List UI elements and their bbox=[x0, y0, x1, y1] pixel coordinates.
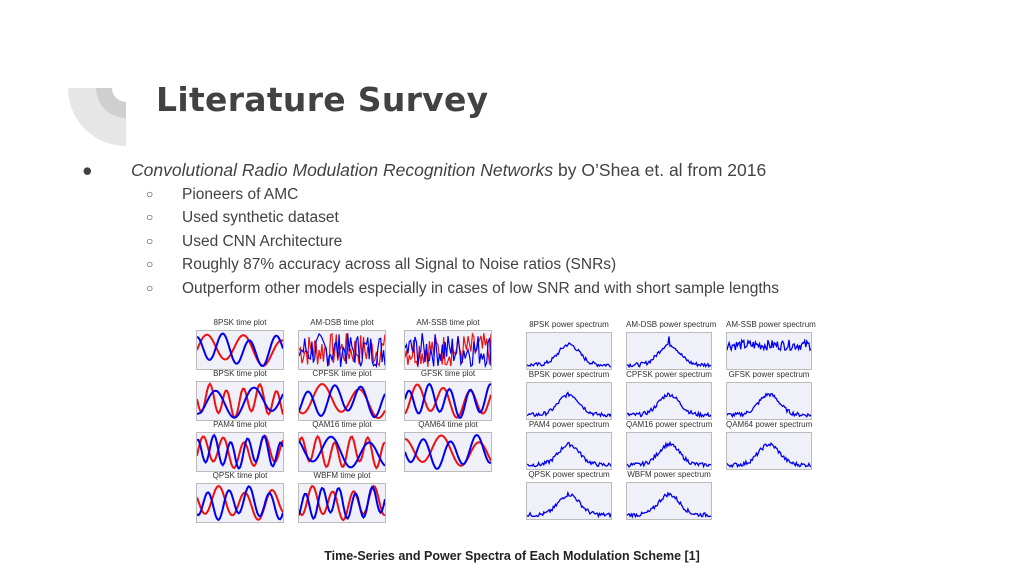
sub-bullet: ○ Outperform other models especially in cases of low SNR and with short sample lengths bbox=[82, 277, 982, 300]
i-channel-line bbox=[299, 487, 385, 519]
time-plot-panel bbox=[298, 420, 386, 472]
waveform-graphic bbox=[405, 331, 491, 369]
plot-area bbox=[726, 432, 812, 470]
panel-label: QAM16 power spectrum bbox=[626, 420, 713, 429]
bullet-dot-icon: ● bbox=[82, 160, 93, 180]
sub-bullet: ○ Used CNN Architecture bbox=[82, 230, 982, 253]
hollow-bullet-icon: ○ bbox=[146, 257, 154, 272]
time-plot-panel bbox=[298, 471, 386, 523]
sub-bullet: ○ Used synthetic dataset bbox=[82, 206, 982, 229]
panel-label: AM-DSB power spectrum bbox=[626, 320, 717, 329]
spectrum-line bbox=[627, 337, 711, 367]
main-bullet bbox=[82, 157, 982, 183]
hollow-bullet-icon: ○ bbox=[146, 210, 154, 225]
spectrum-graphic bbox=[727, 433, 811, 469]
waveform-graphic bbox=[197, 484, 283, 522]
spectrum-line bbox=[627, 393, 711, 416]
plot-area bbox=[404, 432, 492, 472]
plot-area bbox=[526, 332, 612, 370]
power-spectrum-panel bbox=[626, 370, 712, 420]
panel-label: BPSK time plot bbox=[213, 369, 267, 378]
plot-area bbox=[298, 330, 386, 370]
panel-label: PAM4 time plot bbox=[213, 420, 267, 429]
plot-area bbox=[298, 483, 386, 523]
panel-label: GFSK power spectrum bbox=[728, 370, 810, 379]
hollow-bullet-icon: ○ bbox=[146, 187, 154, 201]
spectrum-graphic bbox=[527, 333, 611, 369]
power-spectrum-panel bbox=[626, 470, 712, 520]
plot-area bbox=[626, 332, 712, 370]
spectrum-graphic bbox=[627, 383, 711, 419]
panel-label: QPSK time plot bbox=[212, 471, 268, 480]
decorative-arc-icon bbox=[68, 88, 126, 146]
hollow-bullet-icon: ○ bbox=[146, 280, 154, 295]
time-plot-panel bbox=[404, 369, 492, 421]
spectrum-graphic bbox=[627, 433, 711, 469]
panel-label: CPFSK time plot bbox=[312, 369, 372, 378]
sub-bullet: ○ Roughly 87% accuracy across all Signal to Noise ratios (SNRs) bbox=[82, 253, 982, 276]
plot-area bbox=[626, 382, 712, 420]
q-channel-line bbox=[299, 436, 385, 468]
time-plot-panel bbox=[196, 420, 284, 472]
spectrum-line bbox=[527, 343, 611, 367]
waveform-graphic bbox=[299, 433, 385, 471]
plot-area bbox=[726, 382, 812, 420]
spectrum-line bbox=[527, 493, 611, 517]
spectrum-graphic bbox=[727, 383, 811, 419]
power-spectrum-panel bbox=[726, 370, 812, 420]
power-spectrum-panel bbox=[626, 320, 717, 370]
power-spectrum-panel bbox=[726, 320, 816, 370]
paper-attribution: by O’Shea et. al from 2016 bbox=[553, 160, 767, 180]
panel-label: QAM64 time plot bbox=[418, 420, 478, 429]
plot-area bbox=[298, 432, 386, 472]
plot-area bbox=[196, 381, 284, 421]
panel-label: WBFM power spectrum bbox=[627, 470, 711, 479]
i-channel-line bbox=[405, 435, 491, 469]
panel-label: 8PSK power spectrum bbox=[529, 320, 609, 329]
spectrum-graphic bbox=[527, 383, 611, 419]
spectrum-graphic bbox=[527, 483, 611, 519]
time-plot-panel bbox=[196, 471, 284, 523]
time-plot-panel bbox=[298, 318, 386, 370]
panel-label: QAM16 time plot bbox=[312, 420, 372, 429]
plot-area bbox=[526, 432, 612, 470]
slide-title: Literature Survey bbox=[156, 80, 489, 119]
plot-area bbox=[626, 432, 712, 470]
spectrum-line bbox=[627, 493, 711, 517]
spectrum-graphic bbox=[627, 483, 711, 519]
spectrum-graphic bbox=[627, 333, 711, 369]
spectrum-line bbox=[727, 443, 811, 467]
panel-label: WBFM time plot bbox=[313, 471, 371, 480]
panel-label: AM-SSB time plot bbox=[416, 318, 480, 327]
panel-label: BPSK power spectrum bbox=[528, 370, 610, 379]
plot-area bbox=[196, 483, 284, 523]
panel-label: GFSK time plot bbox=[420, 369, 476, 378]
power-spectrum-panel bbox=[626, 420, 712, 470]
waveform-graphic bbox=[299, 331, 385, 369]
plot-area bbox=[526, 482, 612, 520]
power-spectrum-panel bbox=[526, 470, 612, 520]
i-channel-line bbox=[405, 384, 491, 418]
waveform-graphic bbox=[405, 382, 491, 420]
q-channel-line bbox=[197, 486, 283, 520]
plot-area bbox=[196, 330, 284, 370]
panel-label: 8PSK time plot bbox=[213, 318, 267, 327]
sub-bullet: ○ Pioneers of AMC bbox=[82, 183, 982, 206]
power-spectrum-panel bbox=[526, 370, 612, 420]
spectrum-line bbox=[627, 443, 711, 467]
panel-label: QAM64 power spectrum bbox=[726, 420, 813, 429]
panel-label: AM-DSB time plot bbox=[310, 318, 374, 327]
plot-area bbox=[626, 482, 712, 520]
paper-title: Convolutional Radio Modulation Recognition Networks bbox=[131, 160, 554, 180]
time-plot-panel bbox=[196, 369, 284, 421]
plot-area bbox=[298, 381, 386, 421]
spectrum-graphic bbox=[527, 433, 611, 469]
waveform-graphic bbox=[405, 433, 491, 471]
time-plot-panel bbox=[298, 369, 386, 421]
bullet-list bbox=[82, 157, 982, 300]
power-spectrum-panel bbox=[526, 320, 612, 370]
plot-area bbox=[404, 330, 492, 370]
spectrum-line bbox=[727, 394, 811, 417]
figure-caption: Time-Series and Power Spectra of Each Modulation Scheme [1] bbox=[324, 549, 700, 563]
power-spectrum-panel bbox=[726, 420, 812, 470]
plot-area bbox=[404, 381, 492, 421]
panel-label: AM-SSB power spectrum bbox=[726, 320, 816, 329]
time-plot-panel bbox=[404, 420, 492, 472]
panel-label: CPFSK power spectrum bbox=[626, 370, 712, 379]
panel-label: PAM4 power spectrum bbox=[528, 420, 610, 429]
spectrum-line bbox=[527, 393, 611, 417]
waveform-graphic bbox=[299, 484, 385, 522]
plot-area bbox=[526, 382, 612, 420]
plot-area bbox=[196, 432, 284, 472]
spectrum-line bbox=[727, 340, 811, 350]
plot-area bbox=[726, 332, 812, 370]
waveform-graphic bbox=[197, 382, 283, 420]
time-plot-panel bbox=[404, 318, 492, 370]
time-plot-panel bbox=[196, 318, 284, 370]
power-spectrum-panel bbox=[526, 420, 612, 470]
panel-label: QPSK power spectrum bbox=[528, 470, 610, 479]
waveform-graphic bbox=[197, 331, 283, 369]
sub-bullet-list bbox=[82, 183, 982, 300]
hollow-bullet-icon: ○ bbox=[146, 233, 154, 248]
spectrum-graphic bbox=[727, 333, 811, 369]
spectrum-line bbox=[527, 443, 611, 467]
waveform-graphic bbox=[299, 382, 385, 420]
waveform-graphic bbox=[197, 433, 283, 471]
